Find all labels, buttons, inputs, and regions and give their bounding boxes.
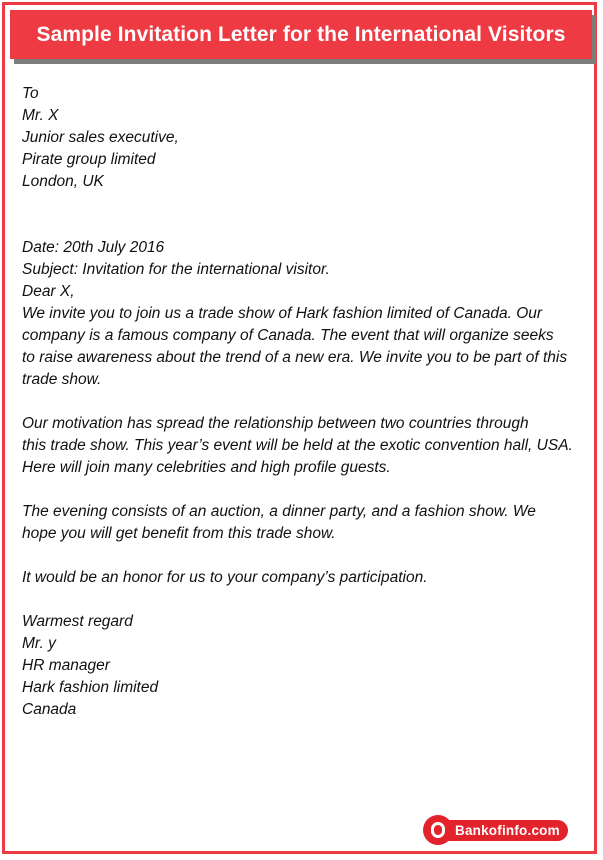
salutation: Dear X, [22, 283, 75, 300]
paragraph-line: to raise awareness about the trend of a new era. We invite you to be part of this [22, 349, 568, 366]
paragraph-2 [22, 413, 590, 479]
recipient-address [22, 83, 590, 193]
paragraph-line: company is a famous company of Canada. The event that will organize seeks [22, 327, 554, 344]
signature-line: Hark fashion limited [22, 679, 159, 696]
page-title: Sample Invitation Letter for the International Visitors [36, 22, 566, 46]
address-line: London, UK [22, 173, 104, 190]
letter-body [22, 83, 590, 721]
paragraph-line: this trade show. This year’s event will be held at the exotic convention hall, USA. [22, 437, 573, 454]
paragraph-4 [22, 567, 590, 589]
paragraph-line: Our motivation has spread the relationship between two countries through [22, 415, 529, 432]
closing: Warmest regard [22, 613, 133, 630]
address-line: Pirate group limited [22, 151, 156, 168]
signature-block [22, 633, 590, 721]
letter-date: Date: 20th July 2016 [22, 239, 165, 256]
b-logo-icon [425, 817, 451, 843]
address-line: Mr. X [22, 107, 59, 124]
paragraph-line: trade show. [22, 371, 102, 388]
site-logo[interactable] [425, 815, 568, 845]
paragraph-line: It would be an honor for us to your company’s participation. [22, 569, 428, 586]
address-line: Junior sales executive, [22, 129, 179, 146]
paragraph-line: hope you will get benefit from this trade show. [22, 525, 336, 542]
letter-subject: Subject: Invitation for the international visitor. [22, 261, 330, 278]
address-line: To [22, 85, 39, 102]
signature-line: Canada [22, 701, 77, 718]
paragraph-line: The evening consists of an auction, a dinner party, and a fashion show. We [22, 503, 536, 520]
paragraph-line: Here will join many celebrities and high profile guests. [22, 459, 391, 476]
paragraph-1 [22, 281, 590, 391]
signature-line: HR manager [22, 657, 110, 674]
signature-line: Mr. y [22, 635, 56, 652]
logo-text: Bankofinfo.com [447, 820, 568, 841]
title-banner [10, 10, 592, 59]
paragraph-3 [22, 501, 590, 545]
paragraph-line: We invite you to join us a trade show of Hark fashion limited of Canada. Our [22, 305, 543, 322]
